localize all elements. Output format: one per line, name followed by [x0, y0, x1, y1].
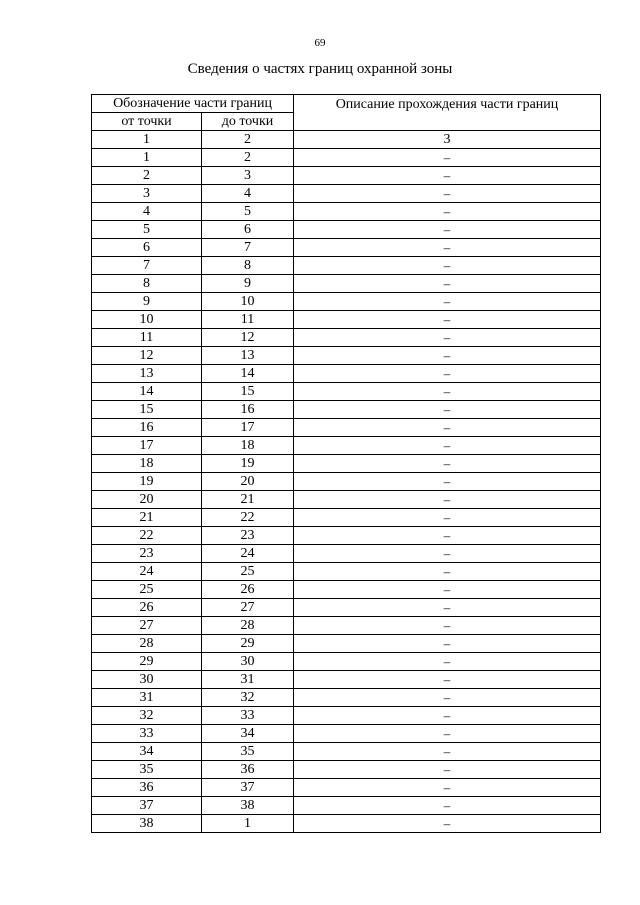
description-cell: –	[294, 473, 601, 491]
table-row	[92, 815, 601, 833]
to-point-cell: 3	[202, 167, 294, 185]
to-point-cell: 25	[202, 563, 294, 581]
table-row	[92, 347, 601, 365]
description-cell: –	[294, 581, 601, 599]
from-point-cell: 38	[92, 815, 202, 833]
to-point-cell: 10	[202, 293, 294, 311]
header-description: Описание прохождения части границ	[294, 95, 601, 131]
from-point-cell: 18	[92, 455, 202, 473]
description-cell: 3	[294, 131, 601, 149]
table-row	[92, 275, 601, 293]
description-cell: –	[294, 707, 601, 725]
table-row	[92, 761, 601, 779]
table-row	[92, 671, 601, 689]
description-cell: –	[294, 491, 601, 509]
to-point-cell: 32	[202, 689, 294, 707]
from-point-cell: 25	[92, 581, 202, 599]
table-row	[92, 131, 601, 149]
boundary-parts-table	[91, 94, 601, 833]
from-point-cell: 37	[92, 797, 202, 815]
table-row	[92, 167, 601, 185]
from-point-cell: 30	[92, 671, 202, 689]
description-cell: –	[294, 527, 601, 545]
from-point-cell: 33	[92, 725, 202, 743]
description-cell: –	[294, 275, 601, 293]
table-row	[92, 581, 601, 599]
from-point-cell: 16	[92, 419, 202, 437]
to-point-cell: 14	[202, 365, 294, 383]
table-row	[92, 455, 601, 473]
from-point-cell: 31	[92, 689, 202, 707]
table-row	[92, 419, 601, 437]
to-point-cell: 4	[202, 185, 294, 203]
to-point-cell: 6	[202, 221, 294, 239]
to-point-cell: 29	[202, 635, 294, 653]
table-header	[92, 95, 601, 131]
to-point-cell: 36	[202, 761, 294, 779]
to-point-cell: 19	[202, 455, 294, 473]
description-cell: –	[294, 455, 601, 473]
to-point-cell: 8	[202, 257, 294, 275]
description-cell: –	[294, 743, 601, 761]
table-row	[92, 185, 601, 203]
table-row	[92, 653, 601, 671]
from-point-cell: 3	[92, 185, 202, 203]
to-point-cell: 20	[202, 473, 294, 491]
from-point-cell: 19	[92, 473, 202, 491]
description-cell: –	[294, 545, 601, 563]
table-row	[92, 437, 601, 455]
description-cell: –	[294, 329, 601, 347]
description-cell: –	[294, 401, 601, 419]
description-cell: –	[294, 257, 601, 275]
table-row	[92, 689, 601, 707]
header-from-point: от точки	[92, 113, 202, 131]
table-row	[92, 149, 601, 167]
to-point-cell: 5	[202, 203, 294, 221]
from-point-cell: 2	[92, 167, 202, 185]
description-cell: –	[294, 653, 601, 671]
description-cell: –	[294, 725, 601, 743]
description-cell: –	[294, 779, 601, 797]
to-point-cell: 1	[202, 815, 294, 833]
from-point-cell: 28	[92, 635, 202, 653]
table-row	[92, 221, 601, 239]
description-cell: –	[294, 599, 601, 617]
to-point-cell: 13	[202, 347, 294, 365]
from-point-cell: 10	[92, 311, 202, 329]
table-row	[92, 383, 601, 401]
from-point-cell: 17	[92, 437, 202, 455]
from-point-cell: 20	[92, 491, 202, 509]
description-cell: –	[294, 365, 601, 383]
table-body	[92, 131, 601, 833]
table-row	[92, 293, 601, 311]
table-row	[92, 473, 601, 491]
to-point-cell: 11	[202, 311, 294, 329]
table-row	[92, 527, 601, 545]
from-point-cell: 23	[92, 545, 202, 563]
from-point-cell: 1	[92, 131, 202, 149]
description-cell: –	[294, 761, 601, 779]
header-boundary-designation: Обозначение части границ	[92, 95, 294, 113]
table-row	[92, 779, 601, 797]
from-point-cell: 27	[92, 617, 202, 635]
description-cell: –	[294, 563, 601, 581]
table-row	[92, 203, 601, 221]
to-point-cell: 16	[202, 401, 294, 419]
description-cell: –	[294, 815, 601, 833]
from-point-cell: 36	[92, 779, 202, 797]
description-cell: –	[294, 311, 601, 329]
from-point-cell: 24	[92, 563, 202, 581]
from-point-cell: 14	[92, 383, 202, 401]
table-row	[92, 599, 601, 617]
page-number: 69	[314, 37, 326, 49]
from-point-cell: 13	[92, 365, 202, 383]
description-cell: –	[294, 149, 601, 167]
table-row	[92, 491, 601, 509]
from-point-cell: 26	[92, 599, 202, 617]
description-cell: –	[294, 239, 601, 257]
description-cell: –	[294, 383, 601, 401]
description-cell: –	[294, 797, 601, 815]
table-row	[92, 401, 601, 419]
from-point-cell: 1	[92, 149, 202, 167]
description-cell: –	[294, 347, 601, 365]
from-point-cell: 15	[92, 401, 202, 419]
from-point-cell: 7	[92, 257, 202, 275]
to-point-cell: 31	[202, 671, 294, 689]
from-point-cell: 22	[92, 527, 202, 545]
table-row	[92, 725, 601, 743]
description-cell: –	[294, 437, 601, 455]
header-to-point: до точки	[202, 113, 294, 131]
to-point-cell: 38	[202, 797, 294, 815]
from-point-cell: 35	[92, 761, 202, 779]
to-point-cell: 7	[202, 239, 294, 257]
document-title: Сведения о частях границ охранной зоны	[187, 61, 453, 77]
from-point-cell: 29	[92, 653, 202, 671]
from-point-cell: 32	[92, 707, 202, 725]
table-row	[92, 707, 601, 725]
to-point-cell: 21	[202, 491, 294, 509]
table-row	[92, 365, 601, 383]
to-point-cell: 12	[202, 329, 294, 347]
from-point-cell: 5	[92, 221, 202, 239]
table-row	[92, 509, 601, 527]
to-point-cell: 18	[202, 437, 294, 455]
from-point-cell: 12	[92, 347, 202, 365]
from-point-cell: 9	[92, 293, 202, 311]
to-point-cell: 30	[202, 653, 294, 671]
table-row	[92, 257, 601, 275]
from-point-cell: 6	[92, 239, 202, 257]
to-point-cell: 35	[202, 743, 294, 761]
to-point-cell: 22	[202, 509, 294, 527]
table-row	[92, 311, 601, 329]
table-row	[92, 617, 601, 635]
to-point-cell: 9	[202, 275, 294, 293]
from-point-cell: 4	[92, 203, 202, 221]
to-point-cell: 2	[202, 131, 294, 149]
description-cell: –	[294, 419, 601, 437]
to-point-cell: 34	[202, 725, 294, 743]
table-row	[92, 239, 601, 257]
to-point-cell: 15	[202, 383, 294, 401]
description-cell: –	[294, 509, 601, 527]
from-point-cell: 34	[92, 743, 202, 761]
to-point-cell: 17	[202, 419, 294, 437]
to-point-cell: 33	[202, 707, 294, 725]
table-row	[92, 635, 601, 653]
to-point-cell: 24	[202, 545, 294, 563]
description-cell: –	[294, 689, 601, 707]
to-point-cell: 28	[202, 617, 294, 635]
table-row	[92, 797, 601, 815]
from-point-cell: 21	[92, 509, 202, 527]
table-row	[92, 545, 601, 563]
description-cell: –	[294, 185, 601, 203]
table-row	[92, 329, 601, 347]
to-point-cell: 27	[202, 599, 294, 617]
from-point-cell: 11	[92, 329, 202, 347]
table-row	[92, 563, 601, 581]
description-cell: –	[294, 203, 601, 221]
description-cell: –	[294, 293, 601, 311]
from-point-cell: 8	[92, 275, 202, 293]
table-row	[92, 743, 601, 761]
to-point-cell: 2	[202, 149, 294, 167]
to-point-cell: 37	[202, 779, 294, 797]
description-cell: –	[294, 671, 601, 689]
description-cell: –	[294, 617, 601, 635]
to-point-cell: 26	[202, 581, 294, 599]
description-cell: –	[294, 221, 601, 239]
to-point-cell: 23	[202, 527, 294, 545]
description-cell: –	[294, 635, 601, 653]
description-cell: –	[294, 167, 601, 185]
